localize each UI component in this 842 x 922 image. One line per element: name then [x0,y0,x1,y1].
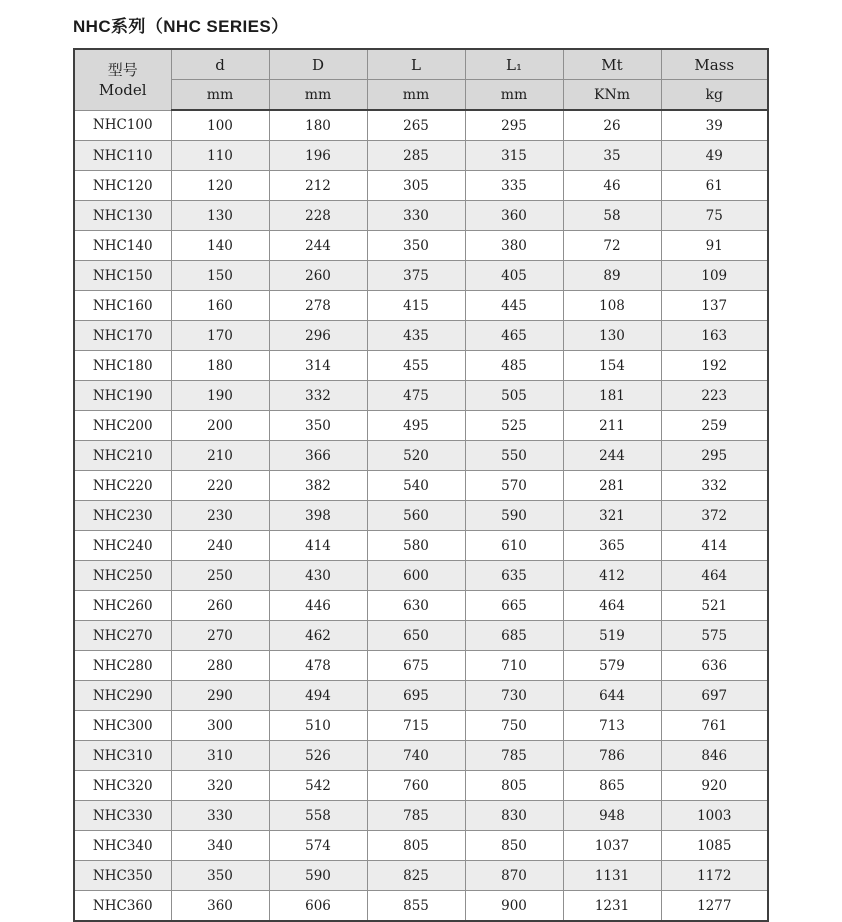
value-cell: 542 [269,771,367,801]
value-cell: 540 [367,471,465,501]
value-cell: 180 [171,351,269,381]
value-cell: 830 [465,801,563,831]
table-row [74,861,768,891]
model-header-en: Model [98,80,147,99]
value-cell: 170 [171,321,269,351]
model-cell: NHC160 [74,291,171,321]
value-cell: 91 [661,231,768,261]
value-cell: 846 [661,741,768,771]
value-cell: 560 [367,501,465,531]
value-cell: 220 [171,471,269,501]
table-row [74,621,768,651]
value-cell: 430 [269,561,367,591]
model-cell: NHC360 [74,891,171,922]
value-cell: 300 [171,711,269,741]
value-cell: 675 [367,651,465,681]
value-cell: 372 [661,501,768,531]
table-row [74,110,768,141]
value-cell: 1037 [563,831,661,861]
value-cell: 332 [661,471,768,501]
value-cell: 1085 [661,831,768,861]
value-cell: 160 [171,291,269,321]
value-cell: 330 [171,801,269,831]
model-cell: NHC210 [74,441,171,471]
value-cell: 350 [171,861,269,891]
value-cell: 786 [563,741,661,771]
table-row [74,321,768,351]
table-row [74,201,768,231]
value-cell: 305 [367,171,465,201]
model-cell: NHC320 [74,771,171,801]
table-row [74,381,768,411]
value-cell: 510 [269,711,367,741]
value-cell: 464 [563,591,661,621]
value-cell: 665 [465,591,563,621]
table-row [74,471,768,501]
value-cell: 382 [269,471,367,501]
value-cell: 865 [563,771,661,801]
column-header-L1: L₁ [465,49,563,80]
column-header-Mass: Mass [661,49,768,80]
value-cell: 462 [269,621,367,651]
value-cell: 61 [661,171,768,201]
value-cell: 579 [563,651,661,681]
value-cell: 49 [661,141,768,171]
value-cell: 414 [269,531,367,561]
value-cell: 405 [465,261,563,291]
value-cell: 900 [465,891,563,922]
value-cell: 360 [465,201,563,231]
unit-D: mm [269,80,367,111]
value-cell: 415 [367,291,465,321]
column-header-d: d [171,49,269,80]
value-cell: 350 [367,231,465,261]
value-cell: 278 [269,291,367,321]
value-cell: 321 [563,501,661,531]
table-row [74,441,768,471]
value-cell: 350 [269,411,367,441]
value-cell: 295 [661,441,768,471]
value-cell: 870 [465,861,563,891]
value-cell: 212 [269,171,367,201]
value-cell: 455 [367,351,465,381]
model-cell: NHC260 [74,591,171,621]
table-row [74,531,768,561]
table-row [74,771,768,801]
table-body [74,110,768,921]
table-row [74,801,768,831]
value-cell: 190 [171,381,269,411]
value-cell: 250 [171,561,269,591]
value-cell: 412 [563,561,661,591]
value-cell: 314 [269,351,367,381]
value-cell: 290 [171,681,269,711]
model-cell: NHC150 [74,261,171,291]
value-cell: 570 [465,471,563,501]
value-cell: 280 [171,651,269,681]
value-cell: 525 [465,411,563,441]
value-cell: 100 [171,110,269,141]
value-cell: 240 [171,531,269,561]
value-cell: 519 [563,621,661,651]
header-units-row [74,80,768,111]
unit-L: mm [367,80,465,111]
value-cell: 1231 [563,891,661,922]
table-row [74,591,768,621]
table-row [74,651,768,681]
value-cell: 435 [367,321,465,351]
model-header-zh: 型号 [107,60,138,79]
value-cell: 948 [563,801,661,831]
value-cell: 310 [171,741,269,771]
value-cell: 35 [563,141,661,171]
value-cell: 265 [367,110,465,141]
value-cell: 495 [367,411,465,441]
value-cell: 740 [367,741,465,771]
value-cell: 635 [465,561,563,591]
value-cell: 785 [367,801,465,831]
value-cell: 26 [563,110,661,141]
model-cell: NHC310 [74,741,171,771]
value-cell: 181 [563,381,661,411]
value-cell: 575 [661,621,768,651]
value-cell: 446 [269,591,367,621]
value-cell: 710 [465,651,563,681]
value-cell: 475 [367,381,465,411]
value-cell: 315 [465,141,563,171]
model-cell: NHC230 [74,501,171,531]
value-cell: 192 [661,351,768,381]
table-row [74,261,768,291]
value-cell: 650 [367,621,465,651]
model-cell: NHC220 [74,471,171,501]
model-cell: NHC130 [74,201,171,231]
value-cell: 630 [367,591,465,621]
value-cell: 330 [367,201,465,231]
table-row [74,351,768,381]
value-cell: 590 [465,501,563,531]
value-cell: 260 [269,261,367,291]
value-cell: 228 [269,201,367,231]
table-row [74,711,768,741]
value-cell: 760 [367,771,465,801]
unit-d: mm [171,80,269,111]
value-cell: 685 [465,621,563,651]
value-cell: 46 [563,171,661,201]
value-cell: 414 [661,531,768,561]
model-cell: NHC110 [74,141,171,171]
value-cell: 200 [171,411,269,441]
value-cell: 478 [269,651,367,681]
table-row [74,741,768,771]
table-row [74,501,768,531]
value-cell: 75 [661,201,768,231]
value-cell: 590 [269,861,367,891]
value-cell: 163 [661,321,768,351]
value-cell: 180 [269,110,367,141]
value-cell: 398 [269,501,367,531]
value-cell: 196 [269,141,367,171]
value-cell: 855 [367,891,465,922]
table-row [74,171,768,201]
value-cell: 805 [367,831,465,861]
value-cell: 785 [465,741,563,771]
model-cell: NHC190 [74,381,171,411]
unit-Mt: KNm [563,80,661,111]
value-cell: 558 [269,801,367,831]
value-cell: 465 [465,321,563,351]
model-cell: NHC250 [74,561,171,591]
value-cell: 715 [367,711,465,741]
model-cell: NHC340 [74,831,171,861]
table-row [74,411,768,441]
table-row [74,141,768,171]
value-cell: 332 [269,381,367,411]
table-row [74,891,768,922]
column-header-Mt: Mt [563,49,661,80]
value-cell: 850 [465,831,563,861]
value-cell: 1277 [661,891,768,922]
value-cell: 89 [563,261,661,291]
value-cell: 494 [269,681,367,711]
value-cell: 120 [171,171,269,201]
page-title: NHC系列（NHC SERIES） [73,17,289,36]
model-cell: NHC170 [74,321,171,351]
value-cell: 211 [563,411,661,441]
value-cell: 730 [465,681,563,711]
value-cell: 761 [661,711,768,741]
value-cell: 644 [563,681,661,711]
model-cell: NHC300 [74,711,171,741]
value-cell: 505 [465,381,563,411]
model-cell: NHC280 [74,651,171,681]
model-cell: NHC200 [74,411,171,441]
value-cell: 260 [171,591,269,621]
table-row [74,291,768,321]
value-cell: 1172 [661,861,768,891]
value-cell: 825 [367,861,465,891]
model-cell: NHC140 [74,231,171,261]
value-cell: 521 [661,591,768,621]
value-cell: 210 [171,441,269,471]
table-row [74,231,768,261]
value-cell: 140 [171,231,269,261]
value-cell: 223 [661,381,768,411]
value-cell: 244 [563,441,661,471]
value-cell: 285 [367,141,465,171]
value-cell: 526 [269,741,367,771]
value-cell: 380 [465,231,563,261]
value-cell: 485 [465,351,563,381]
value-cell: 340 [171,831,269,861]
value-cell: 281 [563,471,661,501]
value-cell: 58 [563,201,661,231]
value-cell: 600 [367,561,465,591]
table-row [74,831,768,861]
table-header [74,49,768,110]
value-cell: 72 [563,231,661,261]
value-cell: 259 [661,411,768,441]
value-cell: 365 [563,531,661,561]
value-cell: 320 [171,771,269,801]
value-cell: 713 [563,711,661,741]
value-cell: 230 [171,501,269,531]
model-cell: NHC350 [74,861,171,891]
value-cell: 606 [269,891,367,922]
value-cell: 550 [465,441,563,471]
value-cell: 520 [367,441,465,471]
value-cell: 295 [465,110,563,141]
value-cell: 636 [661,651,768,681]
value-cell: 695 [367,681,465,711]
model-cell: NHC120 [74,171,171,201]
value-cell: 137 [661,291,768,321]
value-cell: 366 [269,441,367,471]
unit-L1: mm [465,80,563,111]
value-cell: 244 [269,231,367,261]
value-cell: 335 [465,171,563,201]
model-cell: NHC180 [74,351,171,381]
table-row [74,681,768,711]
nhc-series-table [73,48,769,922]
value-cell: 805 [465,771,563,801]
model-column-header [74,49,171,110]
model-cell: NHC330 [74,801,171,831]
value-cell: 610 [465,531,563,561]
value-cell: 108 [563,291,661,321]
value-cell: 296 [269,321,367,351]
value-cell: 920 [661,771,768,801]
value-cell: 110 [171,141,269,171]
value-cell: 375 [367,261,465,291]
table-row [74,561,768,591]
value-cell: 697 [661,681,768,711]
value-cell: 150 [171,261,269,291]
model-cell: NHC100 [74,110,171,141]
model-cell: NHC290 [74,681,171,711]
value-cell: 445 [465,291,563,321]
value-cell: 464 [661,561,768,591]
value-cell: 360 [171,891,269,922]
model-cell: NHC270 [74,621,171,651]
column-header-D: D [269,49,367,80]
unit-Mass: kg [661,80,768,111]
value-cell: 270 [171,621,269,651]
header-labels-row [74,49,768,80]
value-cell: 1003 [661,801,768,831]
value-cell: 580 [367,531,465,561]
value-cell: 130 [171,201,269,231]
model-cell: NHC240 [74,531,171,561]
value-cell: 39 [661,110,768,141]
value-cell: 750 [465,711,563,741]
value-cell: 1131 [563,861,661,891]
value-cell: 574 [269,831,367,861]
column-header-L: L [367,49,465,80]
value-cell: 154 [563,351,661,381]
value-cell: 130 [563,321,661,351]
value-cell: 109 [661,261,768,291]
